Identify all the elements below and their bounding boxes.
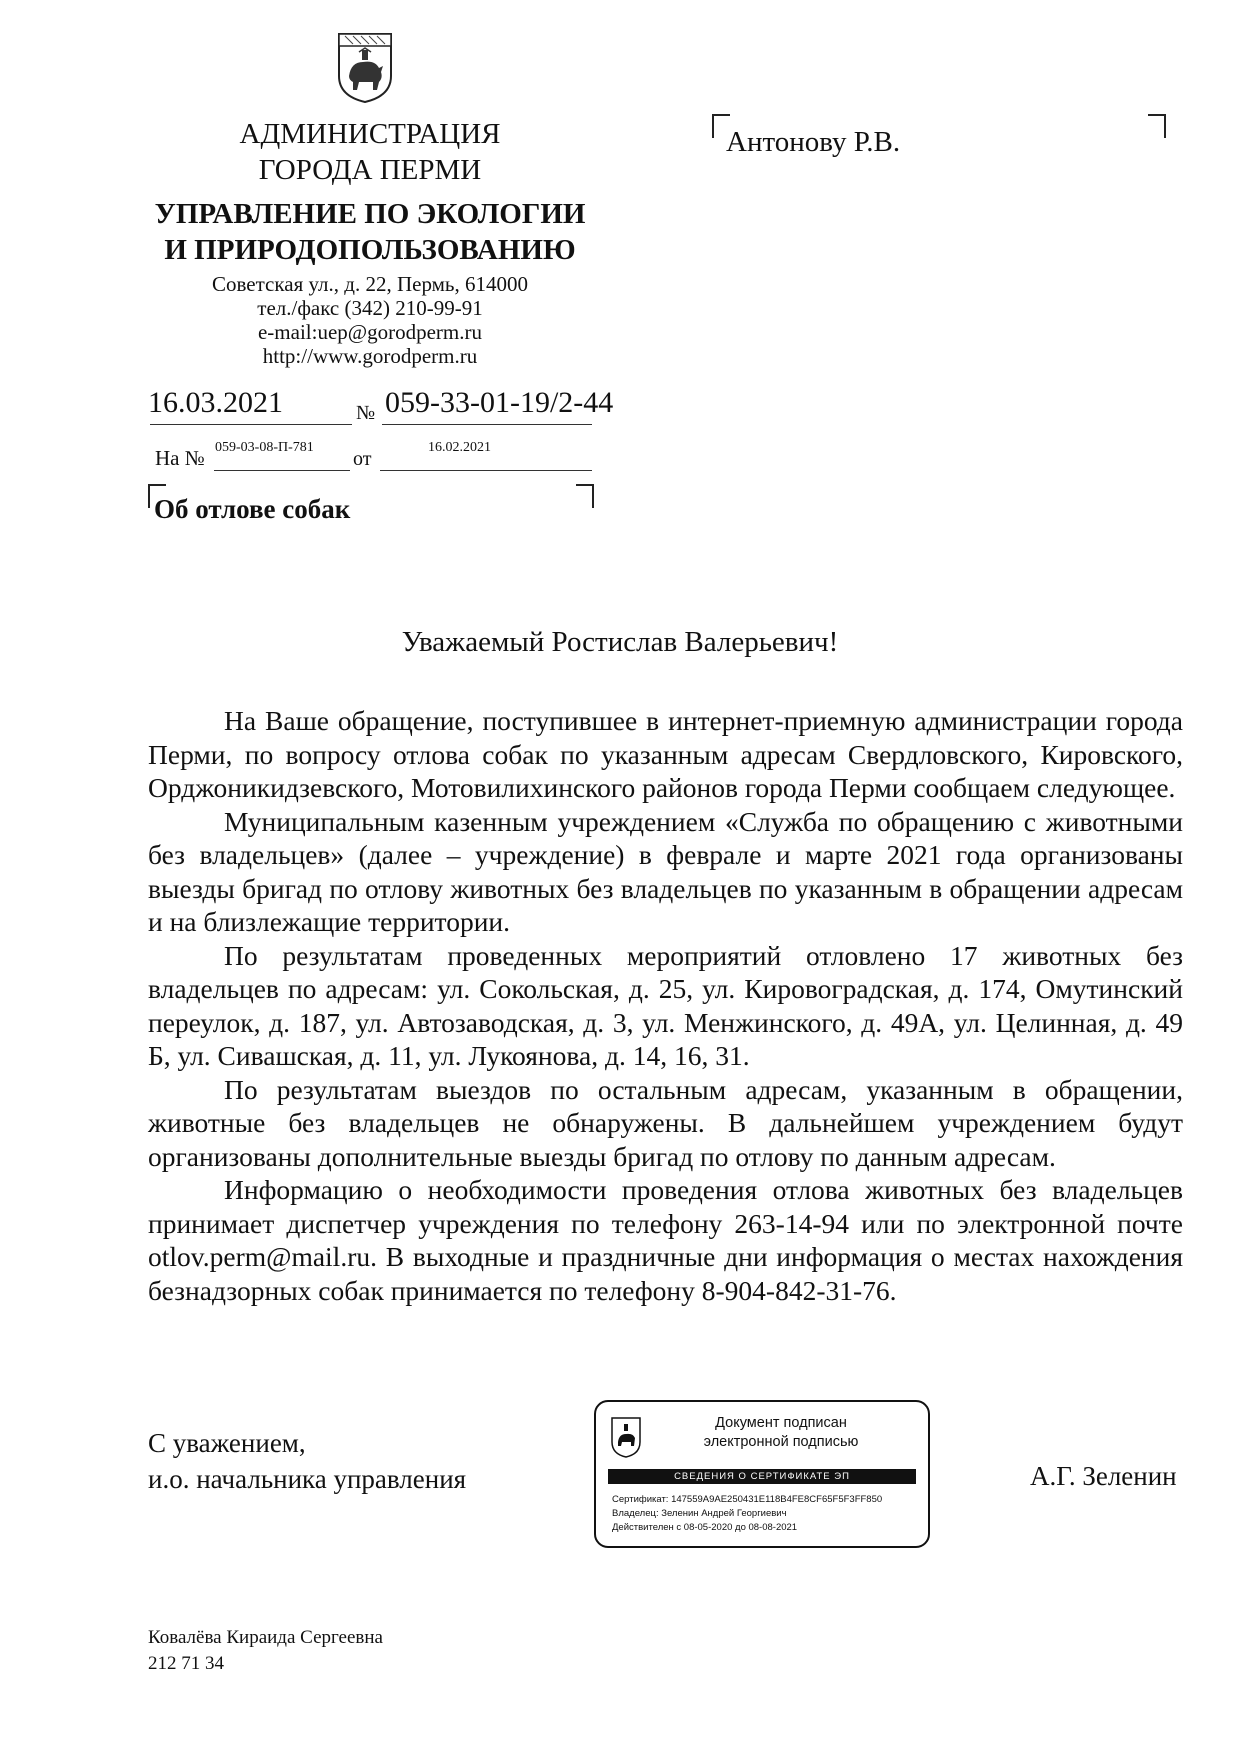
registration-number-label: № xyxy=(356,402,376,424)
signer-name: А.Г. Зеленин xyxy=(1030,1461,1177,1491)
stamp-title xyxy=(656,1414,906,1452)
registration-number: 059-33-01-19/2-44 xyxy=(385,386,614,419)
registration-date: 16.03.2021 xyxy=(148,386,283,419)
stamp-title-line1: Документ подписан xyxy=(715,1415,847,1431)
department-email: e-mail:uep@gorodperm.ru xyxy=(257,320,483,344)
department-name-line2: И ПРИРОДОПОЛЬЗОВАНИЮ xyxy=(164,234,576,266)
stamp-certificate: Сертификат: 147559A9AE250431E118B4FE8CF65F5F3FF850 xyxy=(612,1494,883,1505)
department-address: Советская ул., д. 22, Пермь, 614000 xyxy=(211,272,528,296)
executor-name: Ковалёва Кираида Сергеевна xyxy=(148,1627,383,1648)
electronic-signature-stamp xyxy=(594,1400,930,1548)
stamp-emblem-icon xyxy=(610,1416,642,1458)
letter-subject: Об отлове собак xyxy=(154,494,351,524)
department-name-line1: УПРАВЛЕНИЕ ПО ЭКОЛОГИИ xyxy=(154,198,586,230)
stamp-owner: Владелец: Зеленин Андрей Георгиевич xyxy=(612,1508,787,1519)
stamp-title-line2: электронной подписью xyxy=(703,1434,859,1450)
body-paragraph: Муниципальным казенным учреждением «Служба по обращению с животными без владельцев» (далее – учреждение) в феврале и марте 2021 года организованы выезды бригад по отлову животных без владельцев по указанным в обращении адресам и на близлежащие территории. xyxy=(148,805,1183,937)
stamp-certificate-header: СВЕДЕНИЯ О СЕРТИФИКАТЕ ЭП xyxy=(608,1469,916,1484)
subject-corner-right xyxy=(576,484,594,508)
department-phone: тел./факс (342) 210-99-91 xyxy=(257,296,483,320)
signer-position: и.о. начальника управления xyxy=(148,1464,467,1494)
body-paragraph: Информацию о необходимости проведения отлова животных без владельцев принимает диспетчер учреждения по телефону 263-14-94 или по электронной почте otlov.perm@mail.ru. В выходные и праздничные дни информация о местах нахождения безнадзорных собак принимается по телефону 8-904-842-31-76. xyxy=(148,1174,1183,1306)
organization-name-line2: ГОРОДА ПЕРМИ xyxy=(258,154,482,186)
reference-from-label: от xyxy=(353,448,372,470)
department-website: http://www.gorodperm.ru xyxy=(262,344,478,368)
body-paragraph: На Ваше обращение, поступившее в интернет-приемную администрации города Перми, по вопросу отлова собак по указанным адресам Свердловского, Кировского, Орджоникидзевского, Мотовилихинского районов города Перми сообщаем следующее. xyxy=(148,705,1183,803)
addressee: Антонову Р.В. xyxy=(726,126,901,158)
body-paragraph: По результатам проведенных мероприятий отловлено 17 животных без владельцев по адресам: ул. Сокольская, д. 25, ул. Кировоградская, д. 174, Омутинский переулок, д. 187, ул. Автозаводская, д. 3, ул. Менжинского, д. 49А, ул. Целинная, д. 49 Б, ул. Сивашская, д. 11, ул. Лукоянова, д. 14, 16, 31. xyxy=(148,939,1183,1071)
reference-number-underline xyxy=(214,470,350,471)
coat-of-arms-icon xyxy=(335,32,395,104)
closing-phrase: С уважением, xyxy=(148,1428,306,1458)
reference-date: 16.02.2021 xyxy=(428,440,491,455)
number-underline xyxy=(382,424,592,425)
executor-block xyxy=(148,1625,383,1677)
reference-number: 059-03-08-П-781 xyxy=(215,440,314,455)
organization-name-line1: АДМИНИСТРАЦИЯ xyxy=(239,118,501,150)
closing-block xyxy=(148,1425,466,1497)
addressee-corner-right xyxy=(1148,114,1166,138)
reference-date-underline xyxy=(380,470,592,471)
body-paragraph: По результатам выездов по остальным адресам, указанным в обращении, животные без владельцев не обнаружены. В дальнейшем учреждением будут организованы дополнительные выезды бригад по отлову по данным адресам. xyxy=(148,1073,1183,1172)
date-underline xyxy=(150,424,352,425)
stamp-validity: Действителен с 08-05-2020 до 08-08-2021 xyxy=(612,1522,798,1533)
executor-phone: 212 71 34 xyxy=(148,1653,224,1674)
reference-label: На № xyxy=(155,446,205,470)
letter-body xyxy=(148,704,1183,1307)
greeting: Уважаемый Ростислав Валерьевич! xyxy=(401,626,839,658)
